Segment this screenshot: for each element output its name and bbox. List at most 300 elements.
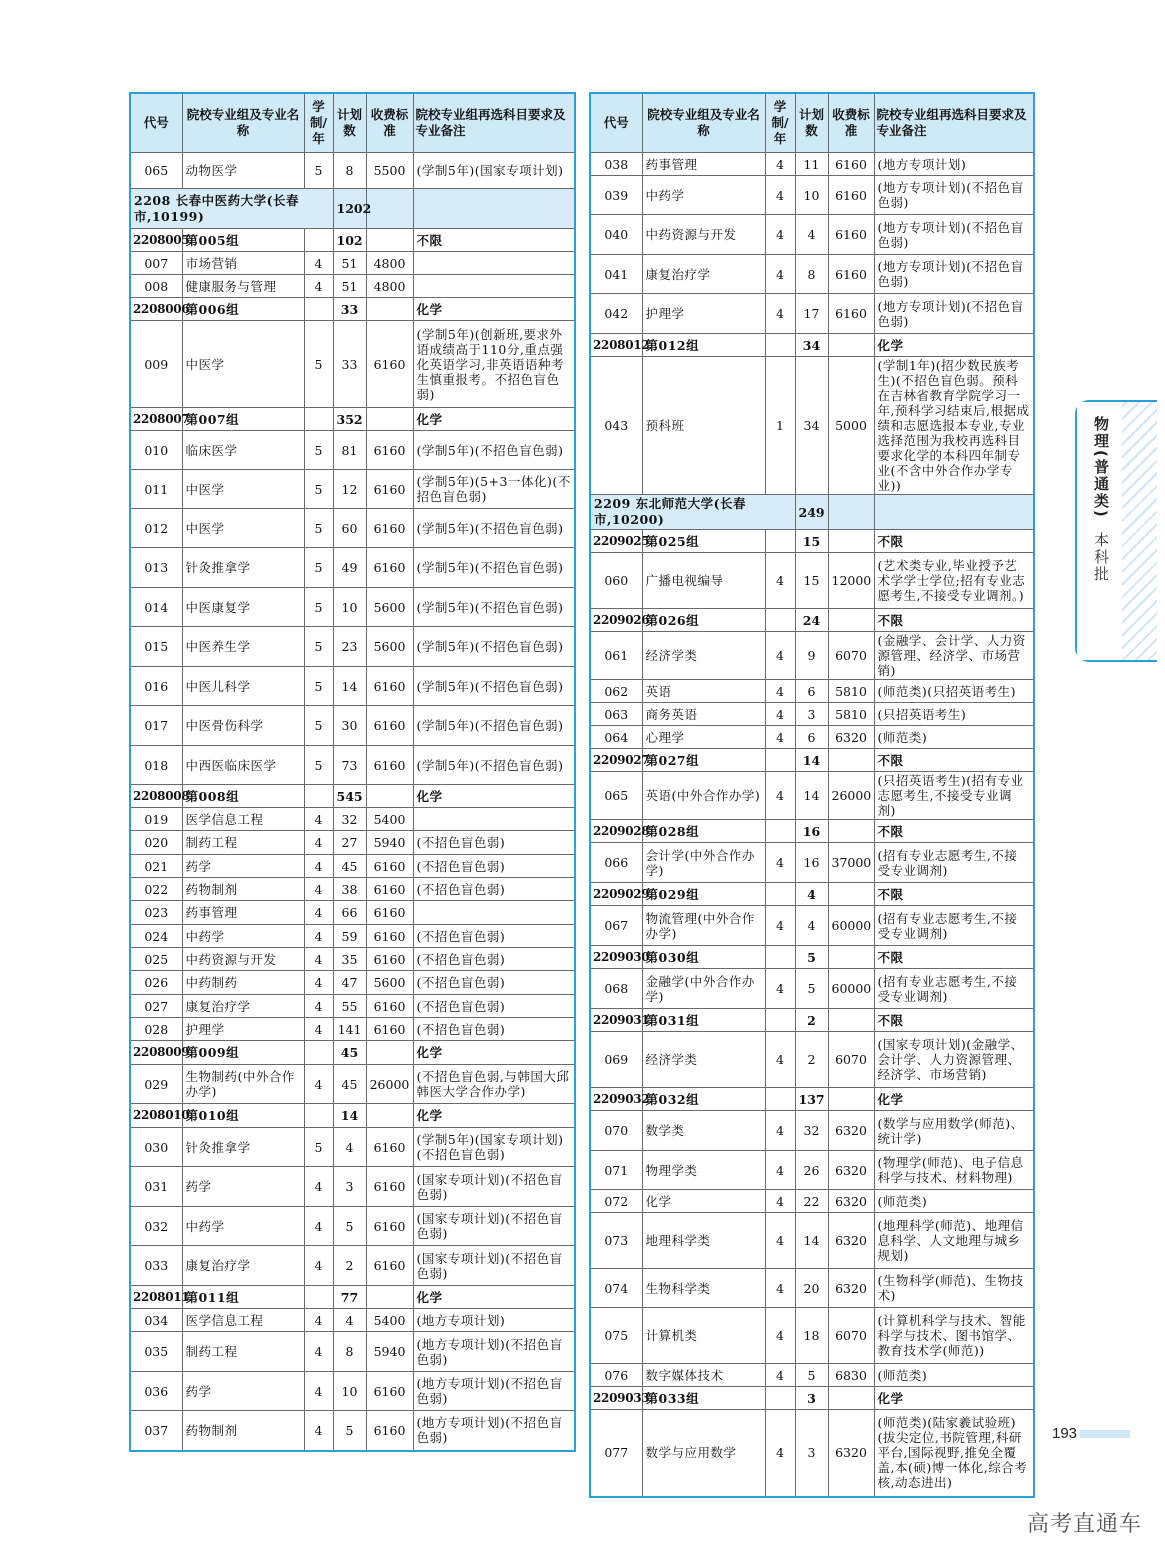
major-plan: 5 [795, 969, 828, 1009]
major-code: 015 [130, 627, 182, 667]
major-row [130, 746, 575, 785]
major-fee: 6160 [366, 1167, 413, 1207]
major-row [590, 1269, 1034, 1308]
group-years-empty [765, 334, 795, 357]
major-remark: (学制5年)(国家专项计划)(不招色盲色弱) [413, 1128, 575, 1167]
major-fee: 6160 [366, 667, 413, 706]
group-code: 2209026 [590, 609, 642, 632]
group-requirement: 化学 [413, 1286, 575, 1309]
major-remark: (国家专项计划)(不招色盲色弱) [413, 1246, 575, 1286]
major-remark: (数学与应用数学(师范)、统计学) [874, 1111, 1034, 1151]
major-code: 017 [130, 706, 182, 746]
major-years: 4 [765, 703, 795, 726]
group-fee-empty [828, 883, 874, 906]
side-tab-panel [1077, 402, 1122, 660]
major-row [130, 1128, 575, 1167]
major-row [130, 588, 575, 627]
major-code: 016 [130, 667, 182, 706]
school-row [590, 495, 1034, 530]
major-name: 计算机类 [642, 1308, 765, 1364]
group-requirement: 不限 [874, 820, 1034, 843]
major-years: 4 [304, 1411, 333, 1451]
major-fee: 6160 [366, 901, 413, 925]
major-code: 042 [590, 294, 642, 334]
major-code: 070 [590, 1111, 642, 1151]
major-row [590, 906, 1034, 946]
major-remark [413, 901, 575, 925]
major-years: 4 [765, 1213, 795, 1269]
major-remark: (国家专项计划)(不招色盲色弱) [413, 1167, 575, 1207]
major-code: 060 [590, 553, 642, 609]
major-name: 中医学 [182, 470, 304, 509]
group-requirement: 化学 [874, 1088, 1034, 1111]
major-code: 027 [130, 995, 182, 1018]
major-plan: 32 [333, 808, 366, 831]
major-row [130, 971, 575, 995]
group-years-empty [765, 1088, 795, 1111]
group-code: 2209033 [590, 1387, 642, 1410]
major-row [590, 153, 1034, 176]
major-row [590, 726, 1034, 749]
major-row [590, 1032, 1034, 1088]
group-row [590, 946, 1034, 969]
major-plan: 51 [333, 252, 366, 275]
major-fee: 5400 [366, 1309, 413, 1332]
major-fee: 6320 [828, 1213, 874, 1269]
major-name: 生物科学类 [642, 1269, 765, 1308]
header-plan: 计划数 [795, 93, 828, 153]
major-years: 4 [304, 878, 333, 901]
major-years: 5 [304, 1128, 333, 1167]
school-remark-empty [413, 189, 575, 229]
major-plan: 5 [333, 1411, 366, 1451]
major-code: 036 [130, 1372, 182, 1411]
major-fee: 5940 [366, 831, 413, 855]
major-code: 033 [130, 1246, 182, 1286]
major-name: 中药学 [182, 1207, 304, 1246]
major-remark: (只招英语考生) [874, 703, 1034, 726]
group-plan: 4 [795, 883, 828, 906]
major-remark: (艺术类专业,毕业授予艺术学学士学位;招有专业志愿考生,不接受专业调剂。) [874, 553, 1034, 609]
major-years: 4 [765, 1151, 795, 1190]
group-years-empty [765, 749, 795, 772]
group-name: 第007组 [182, 408, 304, 431]
major-years: 4 [765, 843, 795, 883]
category-side-tab [1075, 400, 1157, 662]
group-name: 第009组 [182, 1041, 304, 1065]
major-code: 071 [590, 1151, 642, 1190]
major-remark: (学制5年)(不招色盲色弱) [413, 431, 575, 470]
major-row [130, 1309, 575, 1332]
major-years: 4 [765, 969, 795, 1009]
major-row [590, 632, 1034, 680]
major-fee: 60000 [828, 969, 874, 1009]
group-plan: 77 [333, 1286, 366, 1309]
major-fee: 6320 [828, 1269, 874, 1308]
major-remark: (不招色盲色弱) [413, 1018, 575, 1041]
major-fee: 6160 [366, 1411, 413, 1451]
major-name: 医学信息工程 [182, 808, 304, 831]
major-remark: (学制5年)(不招色盲色弱) [413, 509, 575, 548]
major-years: 4 [765, 1308, 795, 1364]
major-code: 034 [130, 1309, 182, 1332]
major-name: 针灸推拿学 [182, 1128, 304, 1167]
table-header-row [590, 93, 1034, 153]
group-fee-empty [366, 1041, 413, 1065]
major-fee: 6160 [828, 176, 874, 215]
group-requirement: 不限 [413, 229, 575, 252]
major-name: 会计学(中外合作办学) [642, 843, 765, 883]
side-tab-batch: 本科批 [1092, 532, 1110, 583]
major-fee: 6160 [366, 1128, 413, 1167]
major-fee: 6160 [366, 321, 413, 408]
group-years-empty [765, 946, 795, 969]
group-fee-empty [828, 749, 874, 772]
group-row [130, 1041, 575, 1065]
group-plan: 5 [795, 946, 828, 969]
major-fee: 5500 [366, 153, 413, 189]
major-code: 040 [590, 215, 642, 255]
major-years: 4 [304, 1167, 333, 1207]
major-row [590, 255, 1034, 294]
major-code: 065 [590, 772, 642, 820]
major-plan: 59 [333, 925, 366, 948]
major-row [590, 1111, 1034, 1151]
major-fee: 6160 [366, 548, 413, 588]
group-fee-empty [828, 1009, 874, 1032]
major-fee: 6160 [366, 470, 413, 509]
major-remark: (计算机科学与技术、智能科学与技术、图书馆学、教育技术学(师范)) [874, 1308, 1034, 1364]
major-code: 062 [590, 680, 642, 703]
major-name: 康复治疗学 [182, 995, 304, 1018]
major-remark: (国家专项计划)(不招色盲色弱) [413, 1207, 575, 1246]
major-code: 073 [590, 1213, 642, 1269]
group-requirement: 化学 [413, 1104, 575, 1128]
group-years-empty [765, 820, 795, 843]
major-years: 5 [304, 627, 333, 667]
major-plan: 23 [333, 627, 366, 667]
major-remark: (物理学(师范)、电子信息科学与技术、材料物理) [874, 1151, 1034, 1190]
major-fee: 6320 [828, 726, 874, 749]
major-years: 4 [765, 553, 795, 609]
major-plan: 4 [333, 1309, 366, 1332]
major-years: 4 [304, 1018, 333, 1041]
major-code: 011 [130, 470, 182, 509]
major-remark: (不招色盲色弱) [413, 855, 575, 878]
group-code: 2209029 [590, 883, 642, 906]
major-code: 014 [130, 588, 182, 627]
group-fee-empty [828, 530, 874, 553]
group-row [130, 229, 575, 252]
major-row [590, 1364, 1034, 1387]
group-plan: 102 [333, 229, 366, 252]
major-plan: 3 [333, 1167, 366, 1207]
major-plan: 81 [333, 431, 366, 470]
major-name: 护理学 [182, 1018, 304, 1041]
major-plan: 34 [795, 357, 828, 495]
major-plan: 4 [333, 1128, 366, 1167]
major-name: 中医学 [182, 321, 304, 408]
admission-table-right [589, 92, 1035, 1498]
group-fee-empty [366, 1286, 413, 1309]
major-fee: 6160 [828, 215, 874, 255]
major-plan: 3 [795, 1410, 828, 1497]
major-code: 041 [590, 255, 642, 294]
major-fee: 6070 [828, 1032, 874, 1088]
major-fee: 6160 [366, 746, 413, 785]
major-plan: 20 [795, 1269, 828, 1308]
group-years-empty [304, 785, 333, 808]
major-plan: 8 [333, 153, 366, 189]
major-years: 4 [304, 901, 333, 925]
major-years: 4 [304, 1332, 333, 1372]
major-code: 009 [130, 321, 182, 408]
major-name: 中西医临床医学 [182, 746, 304, 785]
major-row [130, 1167, 575, 1207]
major-plan: 6 [795, 680, 828, 703]
major-years: 4 [765, 176, 795, 215]
group-fee-empty [366, 785, 413, 808]
group-years-empty [765, 1009, 795, 1032]
major-years: 5 [304, 509, 333, 548]
major-years: 5 [304, 153, 333, 189]
header-code: 代号 [590, 93, 642, 153]
major-name: 康复治疗学 [182, 1246, 304, 1286]
major-plan: 60 [333, 509, 366, 548]
group-fee-empty [366, 1104, 413, 1128]
major-row [130, 1246, 575, 1286]
major-remark: (学制5年)(不招色盲色弱) [413, 667, 575, 706]
major-name: 中医骨伤科学 [182, 706, 304, 746]
major-remark: (只招英语考生)(招有专业志愿考生,不接受专业调剂) [874, 772, 1034, 820]
major-row [130, 627, 575, 667]
major-code: 067 [590, 906, 642, 946]
major-row [130, 1018, 575, 1041]
major-name: 康复治疗学 [642, 255, 765, 294]
major-row [590, 294, 1034, 334]
major-name: 预科班 [642, 357, 765, 495]
major-code: 072 [590, 1190, 642, 1213]
group-code: 2209028 [590, 820, 642, 843]
major-fee: 5810 [828, 680, 874, 703]
major-plan: 14 [795, 1213, 828, 1269]
group-code: 2208006 [130, 298, 182, 321]
group-plan: 14 [795, 749, 828, 772]
header-plan: 计划数 [333, 93, 366, 153]
major-fee: 6160 [366, 431, 413, 470]
group-plan: 14 [333, 1104, 366, 1128]
major-fee: 6160 [366, 1207, 413, 1246]
major-row [130, 252, 575, 275]
major-years: 5 [304, 470, 333, 509]
group-years-empty [304, 229, 333, 252]
group-plan: 545 [333, 785, 366, 808]
group-plan: 34 [795, 334, 828, 357]
group-requirement: 不限 [874, 530, 1034, 553]
major-plan: 10 [795, 176, 828, 215]
group-fee-empty [828, 1387, 874, 1410]
major-name: 药学 [182, 855, 304, 878]
major-plan: 6 [795, 726, 828, 749]
major-row [130, 948, 575, 971]
major-remark: (地方专项计划)(不招色盲色弱) [874, 176, 1034, 215]
major-name: 针灸推拿学 [182, 548, 304, 588]
group-plan: 137 [795, 1088, 828, 1111]
major-plan: 17 [795, 294, 828, 334]
major-name: 商务英语 [642, 703, 765, 726]
group-years-empty [765, 609, 795, 632]
major-name: 中药制药 [182, 971, 304, 995]
major-plan: 14 [795, 772, 828, 820]
major-code: 025 [130, 948, 182, 971]
major-plan: 27 [333, 831, 366, 855]
group-name: 第026组 [642, 609, 765, 632]
major-fee: 6070 [828, 632, 874, 680]
major-fee: 6320 [828, 1410, 874, 1497]
group-row [130, 1104, 575, 1128]
major-years: 4 [304, 1372, 333, 1411]
group-requirement: 不限 [874, 609, 1034, 632]
major-fee: 6160 [366, 706, 413, 746]
page-number: 193 [1052, 1425, 1078, 1442]
major-fee: 5000 [828, 357, 874, 495]
major-name: 动物医学 [182, 153, 304, 189]
major-row [130, 431, 575, 470]
group-years-empty [304, 298, 333, 321]
school-remark-empty [874, 495, 1034, 530]
major-row [130, 470, 575, 509]
major-row [130, 706, 575, 746]
group-requirement: 化学 [413, 408, 575, 431]
major-years: 4 [304, 948, 333, 971]
major-plan: 12 [333, 470, 366, 509]
major-code: 061 [590, 632, 642, 680]
major-years: 4 [765, 215, 795, 255]
major-remark: (地方专项计划)(不招色盲色弱) [413, 1372, 575, 1411]
page-number-bar [1080, 1430, 1130, 1438]
group-years-empty [304, 1286, 333, 1309]
group-plan: 16 [795, 820, 828, 843]
group-name: 第031组 [642, 1009, 765, 1032]
major-name: 药物制剂 [182, 878, 304, 901]
group-years-empty [304, 1104, 333, 1128]
group-requirement: 不限 [874, 883, 1034, 906]
major-row [130, 901, 575, 925]
major-plan: 35 [333, 948, 366, 971]
major-row [130, 275, 575, 298]
group-name: 第008组 [182, 785, 304, 808]
major-plan: 4 [795, 215, 828, 255]
major-fee: 6160 [828, 153, 874, 176]
major-fee: 5600 [366, 588, 413, 627]
major-remark: (学制5年)(不招色盲色弱) [413, 746, 575, 785]
major-remark [413, 275, 575, 298]
major-fee: 5810 [828, 703, 874, 726]
major-fee: 26000 [828, 772, 874, 820]
major-years: 5 [304, 321, 333, 408]
major-remark: (学制5年)(5+3一体化)(不招色盲色弱) [413, 470, 575, 509]
major-row [590, 969, 1034, 1009]
group-name: 第006组 [182, 298, 304, 321]
major-remark: (不招色盲色弱) [413, 878, 575, 901]
major-code: 008 [130, 275, 182, 298]
group-fee-empty [366, 408, 413, 431]
major-plan: 5 [333, 1207, 366, 1246]
major-plan: 32 [795, 1111, 828, 1151]
major-row [590, 1308, 1034, 1364]
major-fee: 6070 [828, 1308, 874, 1364]
school-row [130, 189, 575, 229]
major-years: 4 [304, 1207, 333, 1246]
major-name: 中医康复学 [182, 588, 304, 627]
major-fee: 6320 [828, 1111, 874, 1151]
group-fee-empty [366, 298, 413, 321]
group-years-empty [765, 1387, 795, 1410]
major-name: 数字媒体技术 [642, 1364, 765, 1387]
major-years: 4 [765, 906, 795, 946]
major-remark: (师范类) [874, 1364, 1034, 1387]
group-code: 2208007 [130, 408, 182, 431]
major-remark: (地方专项计划)(不招色盲色弱) [874, 294, 1034, 334]
major-remark: (学制1年)(招少数民族考生)(不招色盲色弱。预科在吉林省教育学院学习一年,预科学习结束后,根据成绩和志愿选报本专业,专业选择范围为我校再选科目要求化学的本科四年制专业(不含中外合作办学专业)) [874, 357, 1034, 495]
major-plan: 8 [333, 1332, 366, 1372]
major-name: 数学与应用数学 [642, 1410, 765, 1497]
group-row [590, 883, 1034, 906]
major-code: 068 [590, 969, 642, 1009]
major-name: 数学类 [642, 1111, 765, 1151]
major-plan: 8 [795, 255, 828, 294]
school-name: 2208 长春中医药大学(长春市,10199) [130, 189, 333, 229]
group-plan: 33 [333, 298, 366, 321]
major-plan: 16 [795, 843, 828, 883]
major-name: 中药学 [182, 925, 304, 948]
major-remark: (不招色盲色弱) [413, 995, 575, 1018]
group-requirement: 化学 [413, 785, 575, 808]
group-row [130, 408, 575, 431]
major-years: 4 [765, 1269, 795, 1308]
group-plan: 352 [333, 408, 366, 431]
group-requirement: 化学 [413, 298, 575, 321]
major-code: 032 [130, 1207, 182, 1246]
major-years: 4 [304, 925, 333, 948]
major-plan: 2 [333, 1246, 366, 1286]
group-code: 2208010 [130, 1104, 182, 1128]
major-code: 039 [590, 176, 642, 215]
major-fee: 5940 [366, 1332, 413, 1372]
group-name: 第011组 [182, 1286, 304, 1309]
major-name: 物流管理(中外合作办学) [642, 906, 765, 946]
major-fee: 6160 [366, 855, 413, 878]
major-remark: (招有专业志愿考生,不接受专业调剂) [874, 906, 1034, 946]
group-row [590, 530, 1034, 553]
major-fee: 26000 [366, 1065, 413, 1104]
major-row [590, 843, 1034, 883]
major-row [130, 667, 575, 706]
major-years: 4 [304, 808, 333, 831]
major-row [130, 1372, 575, 1411]
major-fee: 12000 [828, 553, 874, 609]
group-code: 2208005 [130, 229, 182, 252]
major-plan: 22 [795, 1190, 828, 1213]
major-name: 中医养生学 [182, 627, 304, 667]
group-code: 2208011 [130, 1286, 182, 1309]
major-name: 中药资源与开发 [182, 948, 304, 971]
major-years: 4 [765, 1032, 795, 1088]
group-plan: 2 [795, 1009, 828, 1032]
major-row [130, 1332, 575, 1372]
major-fee: 6160 [366, 878, 413, 901]
major-name: 护理学 [642, 294, 765, 334]
